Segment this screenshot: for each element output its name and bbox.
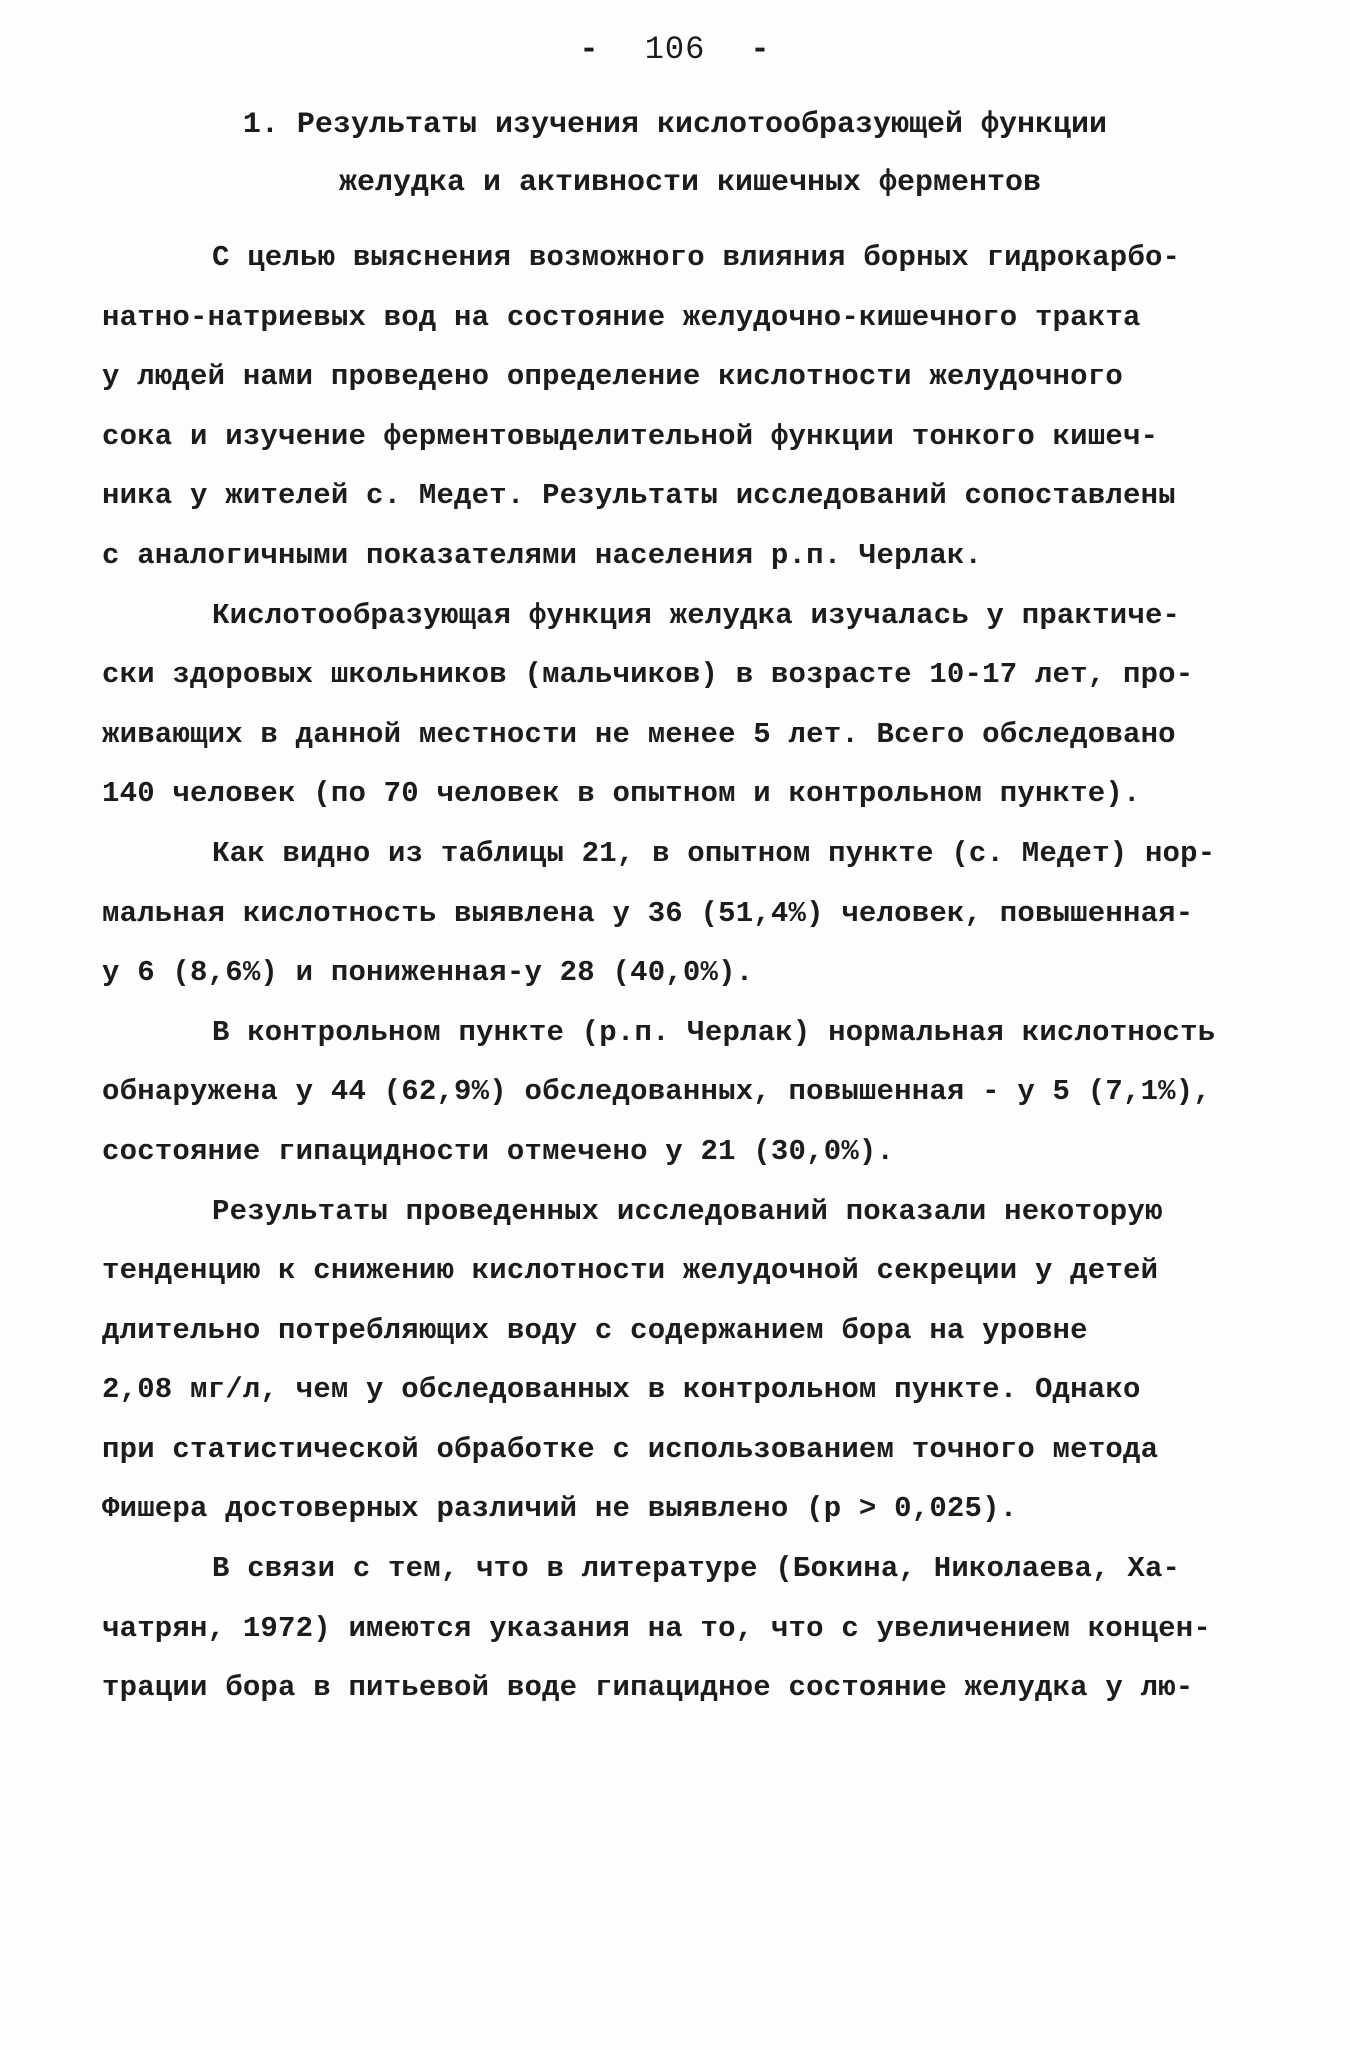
text-line: 2,08 мг/л, чем у обследованных в контрольном пункте. Однако — [102, 1373, 1141, 1407]
page-number-dash-left: - — [579, 31, 600, 68]
text-line: длительно потребляющих воду с содержанием бора на уровне — [102, 1313, 1088, 1347]
page-number-header — [0, 30, 1350, 70]
text-line: ски здоровых школьников (мальчиков) в возрасте 10-17 лет, про- — [102, 658, 1194, 692]
text-line: тенденцию к снижению кислотности желудочной секреции у детей — [102, 1254, 1159, 1288]
text-line: с аналогичными показателями населения р.п. Черлак. — [102, 538, 983, 572]
text-line: Результаты проведенных исследований показали некоторую — [212, 1194, 1163, 1228]
text-line: трации бора в питьевой воде гипацидное состояние желудка у лю- — [102, 1671, 1194, 1705]
text-line: 140 человек (по 70 человек в опытном и контрольном пункте). — [102, 777, 1141, 811]
page-number-dash-right: - — [750, 31, 771, 68]
text-line: В связи с тем, что в литературе (Бокина, Николаева, Ха- — [212, 1552, 1181, 1586]
section-heading-line-2: желудка и активности кишечных ферментов — [338, 166, 1042, 200]
page-number: 106 — [644, 31, 706, 68]
text-line: обнаружена у 44 (62,9%) обследованных, повышенная - у 5 (7,1%), — [102, 1075, 1211, 1109]
text-line: Фишера достоверных различий не выявлено (р > 0,025). — [102, 1492, 1018, 1526]
section-heading — [0, 96, 1350, 212]
text-line: В контрольном пункте (р.п. Черлак) нормальная кислотность — [212, 1015, 1216, 1049]
text-line: ника у жителей с. Медет. Результаты исследований сопоставлены — [102, 479, 1176, 513]
text-line: сока и изучение ферментовыделительной функции тонкого кишеч- — [102, 419, 1159, 453]
text-line: у 6 (8,6%) и пониженная-у 28 (40,0%). — [102, 956, 754, 990]
body-text — [102, 228, 1252, 1718]
text-line: мальная кислотность выявлена у 36 (51,4%) человек, повышенная- — [102, 896, 1194, 930]
text-line: С целью выяснения возможного влияния борных гидрокарбо- — [212, 241, 1181, 274]
text-line: Как видно из таблицы 21, в опытном пункте (с. Медет) нор- — [212, 836, 1216, 870]
text-line: натно-натриевых вод на состояние желудочно-кишечного тракта — [102, 300, 1141, 334]
text-line: при статистической обработке с использованием точного метода — [102, 1432, 1159, 1466]
text-line: живающих в данной местности не менее 5 лет. Всего обследовано — [102, 717, 1176, 751]
text-line: состояние гипацидности отмечено у 21 (30,0%). — [102, 1134, 895, 1168]
text-line: чатрян, 1972) имеются указания на то, что с увеличением концен- — [102, 1611, 1211, 1645]
text-line: у людей нами проведено определение кислотности желудочного — [102, 360, 1123, 394]
text-line: Кислотообразующая функция желудка изучалась у практиче- — [212, 598, 1181, 632]
section-heading-line-1: 1. Результаты изучения кислотообразующей функции — [242, 108, 1108, 142]
